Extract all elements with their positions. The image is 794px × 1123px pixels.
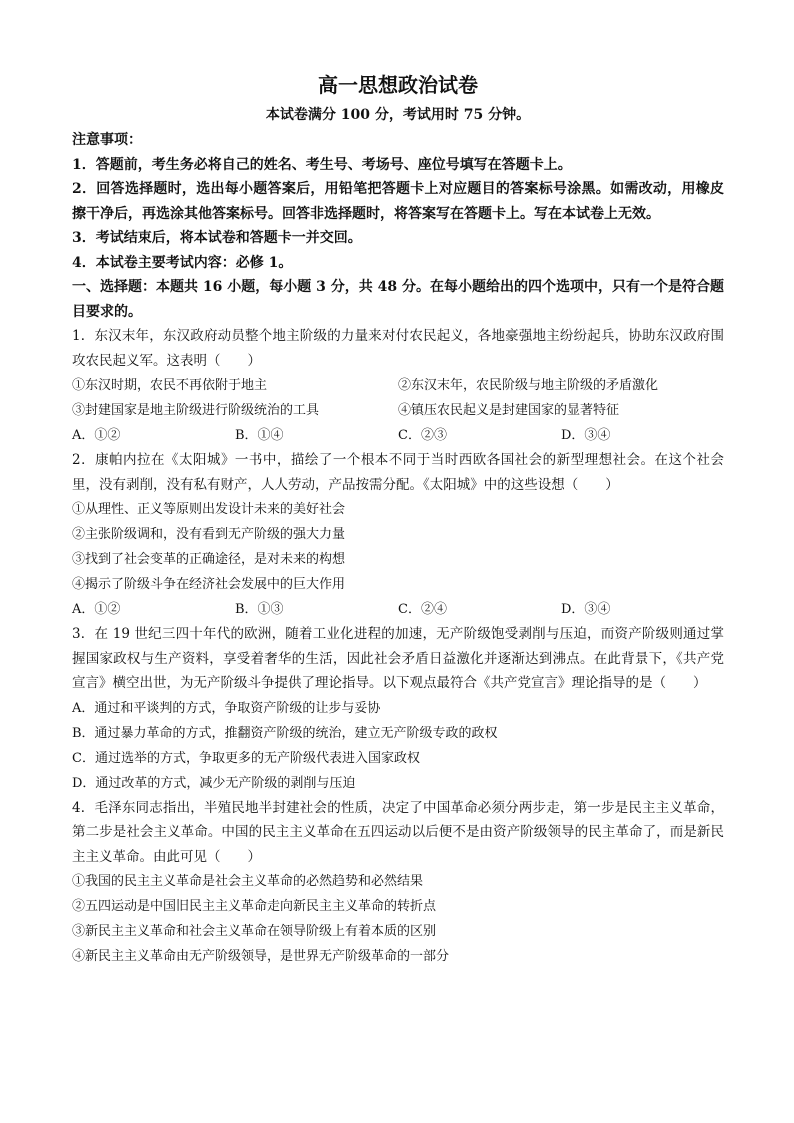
choice-row xyxy=(72,423,724,448)
exam-subtitle: 本试卷满分 100 分，考试用时 75 分钟。 xyxy=(265,107,531,123)
section-heading: 一、选择题：本题共 16 小题，每小题 3 分，共 48 分。在每小题给出的四个选项中，只有一个是符合题目要求的。 xyxy=(72,279,724,320)
statement: ②东汉末年，农民阶级与地主阶级的矛盾激化 xyxy=(398,378,659,393)
notice-item: 3．考试结束后，将本试卷和答题卡一并交回。 xyxy=(72,230,362,246)
exam-title: 高一思想政治试卷 xyxy=(318,73,478,97)
choice-d: D．③④ xyxy=(561,602,611,617)
choice-a: A．①② xyxy=(72,428,121,443)
question-stem: 4．毛泽东同志指出，半殖民地半封建社会的性质，决定了中国革命必须分两步走，第一步是民主主义革命，第二步是社会主义革命。中国的民主主义革命在五四运动以后便不是由资产阶级领导的民主革命了，而是新民主主义革命。由此可见（ ） xyxy=(72,799,724,865)
choice-c: C．②③ xyxy=(398,428,447,443)
choice-row xyxy=(72,597,724,622)
choice-b: B．①④ xyxy=(235,428,284,443)
option-d: D．通过改革的方式，减少无产阶级的剥削与压迫 xyxy=(72,775,356,791)
choice-b: B．①③ xyxy=(235,602,284,617)
statement-row xyxy=(72,398,724,423)
option-a: A．通过和平谈判的方式，争取资产阶级的让步与妥协 xyxy=(72,700,381,716)
statement: ④新民主主义革命由无产阶级领导，是世界无产阶级革命的一部分 xyxy=(72,949,450,964)
statement: ②五四运动是中国旧民主主义革命走向新民主主义革命的转折点 xyxy=(72,899,437,914)
statement: ④揭示了阶级斗争在经济社会发展中的巨大作用 xyxy=(72,577,346,592)
statement: ③找到了社会变革的正确途径，是对未来的构想 xyxy=(72,552,346,567)
question-stem: 3．在 19 世纪三四十年代的欧洲，随着工业化进程的加速，无产阶级饱受剥削与压迫，而资产阶级则通过掌握国家政权与生产资料，享受着奢华的生活，因此社会矛盾日益激化并逐渐达到沸点。在此背景下，《共产党宣言》横空出世，为无产阶级斗争提供了理论指导。以下观点最符合《共产党宣言》理论指导的是（ ） xyxy=(72,626,724,691)
choice-d: D．③④ xyxy=(561,428,611,443)
question-stem: 2．康帕内拉在《太阳城》一书中，描绘了一个根本不同于当时西欧各国社会的新型理想社会。在这个社会里，没有剥削，没有私有财产，人人劳动，产品按需分配。《太阳城》中的这些设想（ ） xyxy=(72,452,724,493)
option-b: B．通过暴力革命的方式，推翻资产阶级的统治，建立无产阶级专政的政权 xyxy=(72,725,498,741)
notice-item: 1．答题前，考生务必将自己的姓名、考生号、考场号、座位号填写在答题卡上。 xyxy=(72,156,572,173)
question-stem: 1．东汉末年，东汉政府动员整个地主阶级的力量来对付农民起义，各地豪强地主纷纷起兵，协助东汉政府围攻农民起义军。这表明（ ） xyxy=(72,328,724,369)
notice-item: 4．本试卷主要考试内容：必修 1。 xyxy=(72,254,293,271)
notice-item: 2．回答选择题时，选出每小题答案后，用铅笔把答题卡上对应题目的答案标号涂黑。如需改动，用橡皮擦干净后，再选涂其他答案标号。回答非选择题时，将答案写在答题卡上。写在本试卷上无效。 xyxy=(72,181,724,222)
notice-heading: 注意事项： xyxy=(72,132,142,148)
statement-row xyxy=(72,373,724,398)
statement: ②主张阶级调和，没有看到无产阶级的强大力量 xyxy=(72,527,346,542)
statement: ①从理性、正义等原则出发设计未来的美好社会 xyxy=(72,502,346,517)
statement: ①我国的民主主义革命是社会主义革命的必然趋势和必然结果 xyxy=(72,874,424,889)
choice-a: A．①② xyxy=(72,602,121,617)
statement: ①东汉时期，农民不再依附于地主 xyxy=(72,378,268,393)
option-c: C．通过选举的方式，争取更多的无产阶级代表进入国家政权 xyxy=(72,750,420,766)
statement: ④镇压农民起义是封建国家的显著特征 xyxy=(398,403,620,418)
choice-c: C．②④ xyxy=(398,602,447,617)
statement: ③新民主主义革命和社会主义革命在领导阶级上有着本质的区别 xyxy=(72,924,437,939)
exam-page xyxy=(72,70,724,969)
statement: ③封建国家是地主阶级进行阶级统治的工具 xyxy=(72,403,320,418)
